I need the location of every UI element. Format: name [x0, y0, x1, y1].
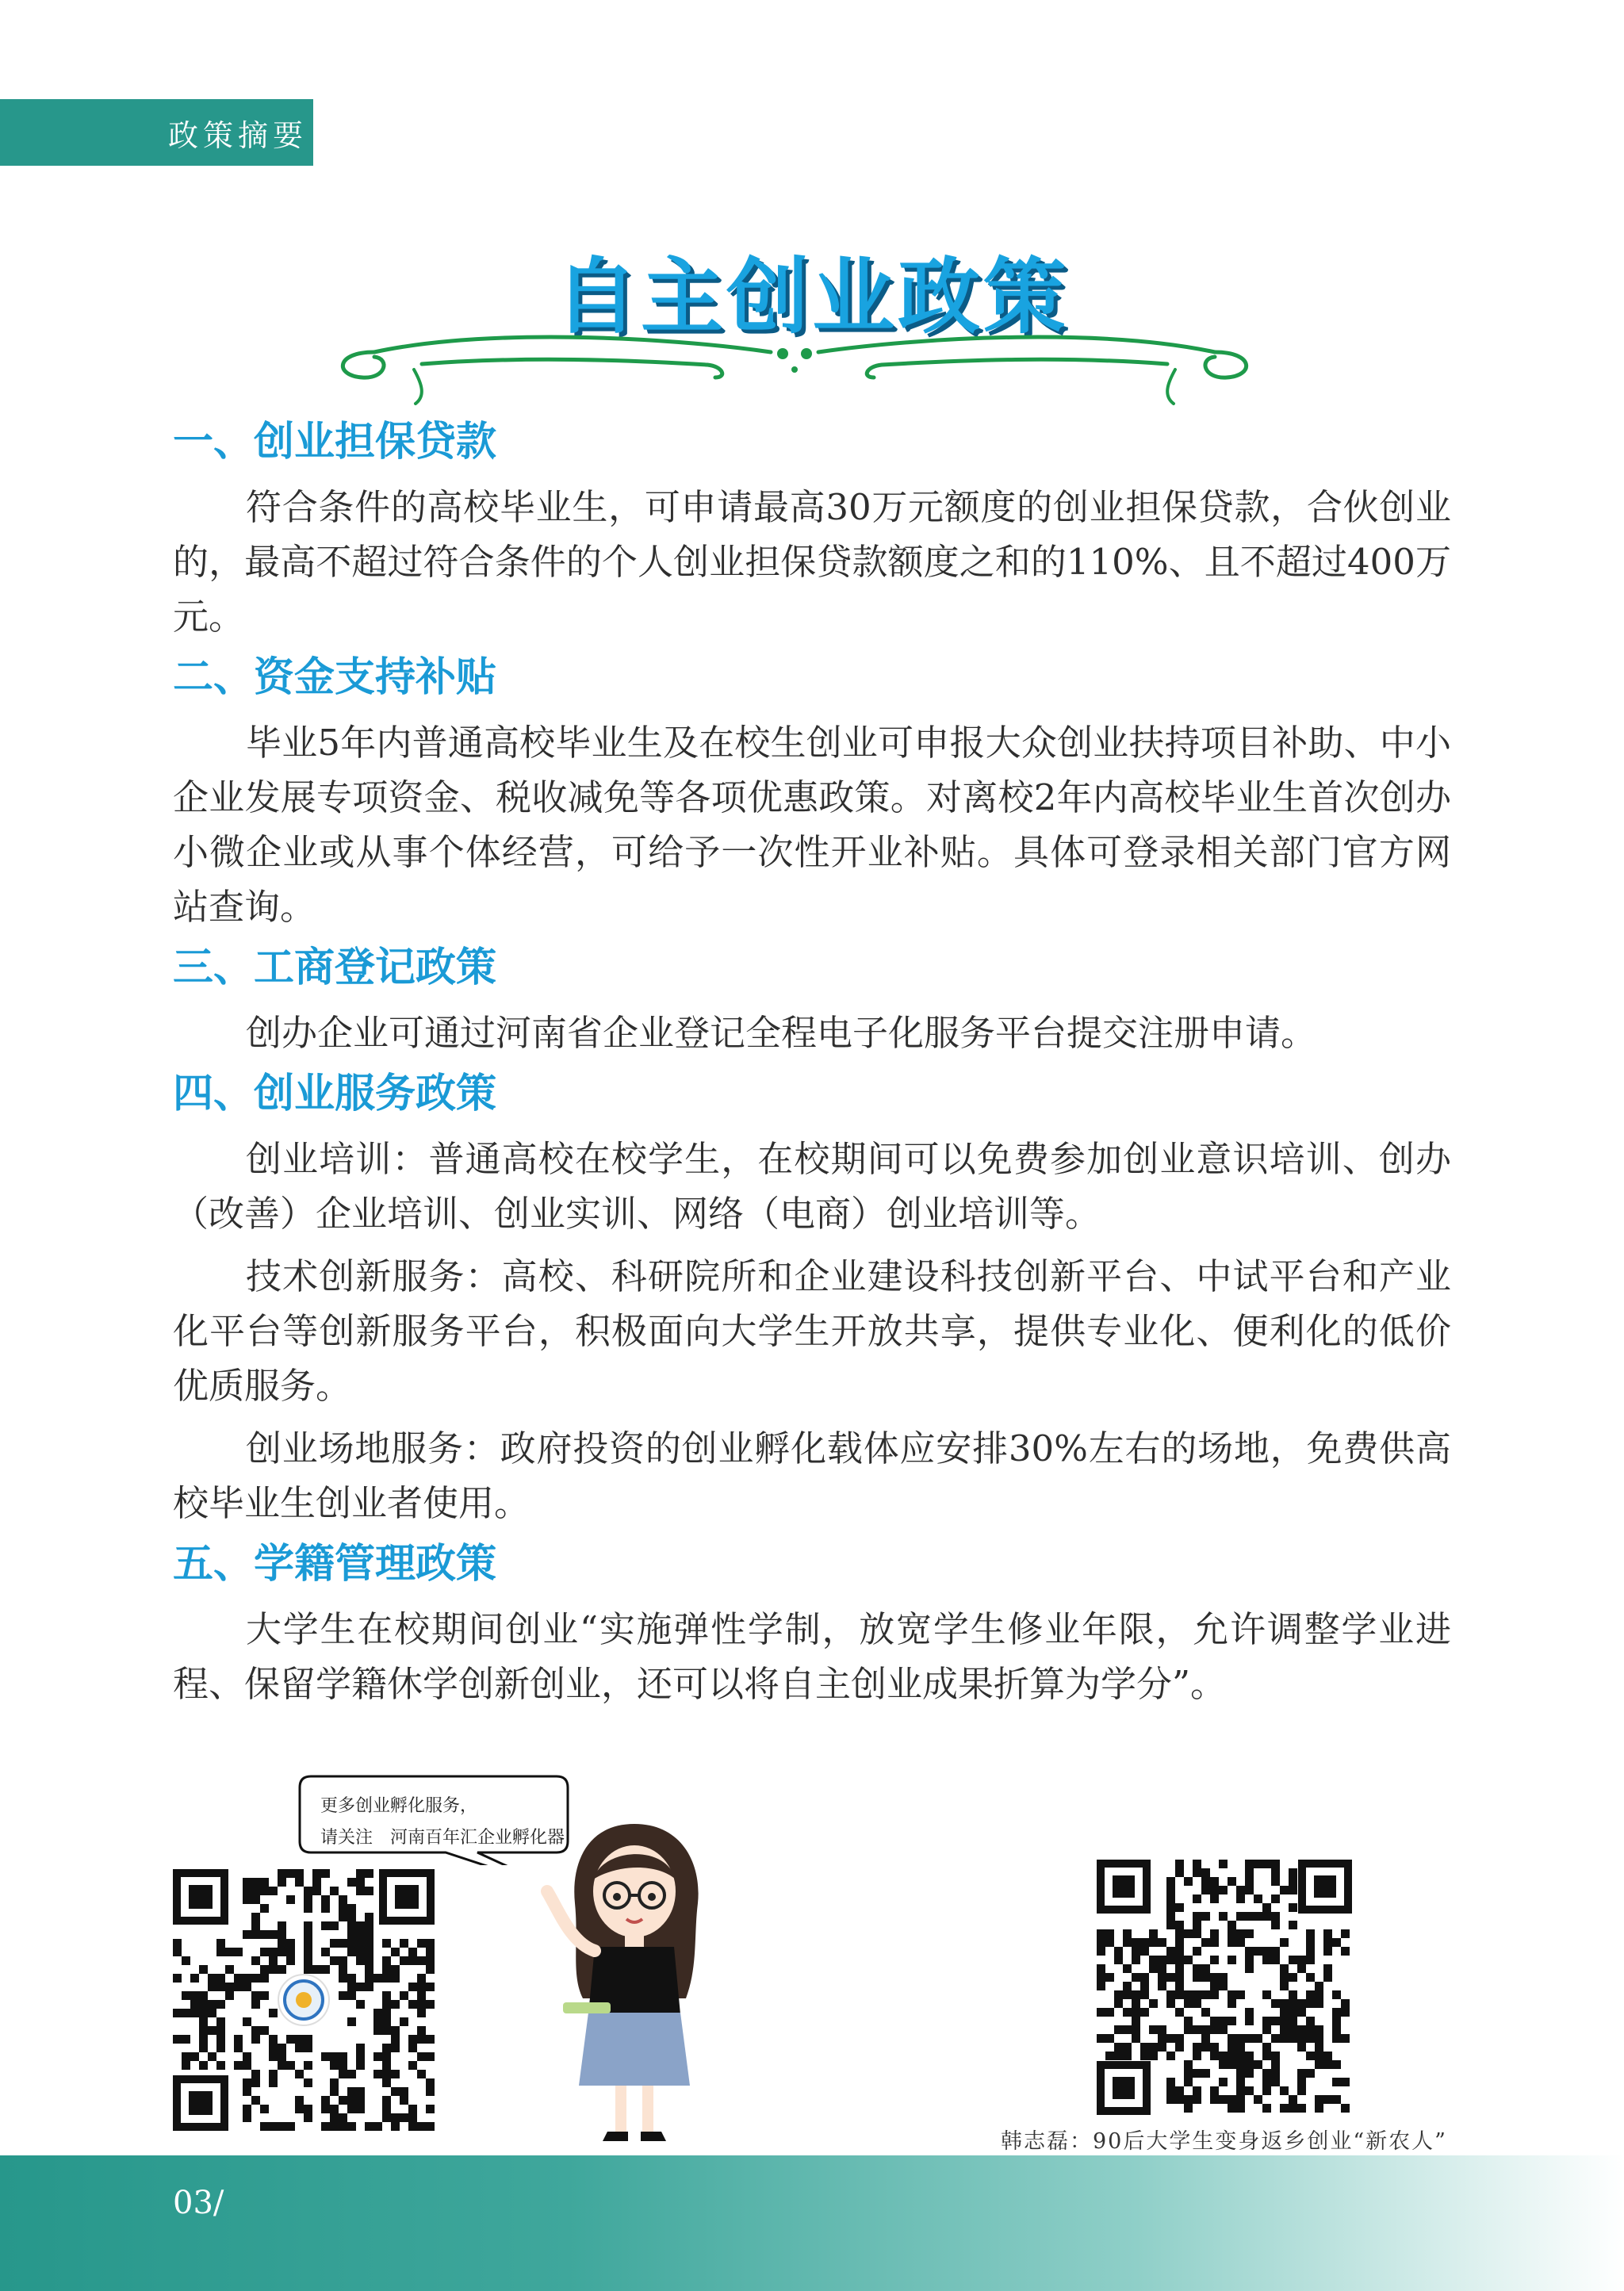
bubble-line: 更多创业孵化服务， [320, 1796, 478, 1816]
footer-band [0, 2155, 1624, 2291]
policy-content [173, 416, 1451, 1719]
qr-code-icon[interactable] [1097, 1860, 1352, 2115]
vine-divider-icon [327, 320, 1262, 408]
page-title: 自主创业政策 [554, 248, 1069, 345]
section-title: 四、创业服务政策 [173, 1071, 497, 1117]
photo-caption: 韩志磊：90后大学生变身返乡创业“新农人” [1001, 2129, 1447, 2154]
section-paragraph: 技术创新服务：高校、科研院所和企业建设科技创新平台、中试平台和产业化平台等创新服务平台，积极面向大学生开放共享，提供专业化、便利化的低价优质服务。 [173, 1255, 1451, 1407]
section-paragraph: 毕业5年内普通高校毕业生及在校生创业可申报大众创业扶持项目补助、中小企业发展专项资金、税收减免等各项优惠政策。对离校2年内高校毕业生首次创办小微企业或从事个体经营，可给予一次性开业补贴。具体可登录相关部门官方网站查询。 [173, 722, 1451, 928]
section-title: 五、学籍管理政策 [173, 1541, 497, 1588]
bubble-line: 请关注 河南百年汇企业孵化器 [320, 1828, 565, 1848]
section-title: 三、工商登记政策 [173, 944, 497, 991]
section-paragraph: 创业场地服务：政府投资的创业孵化载体应安排30%左右的场地，免费供高校毕业生创业者使用。 [173, 1427, 1451, 1524]
section-paragraph: 大学生在校期间创业“实施弹性学制，放宽学生修业年限，允许调整学业进程、保留学籍休学创新创业，还可以将自主创业成果折算为学分”。 [173, 1608, 1451, 1705]
page-number: 03/ [173, 2185, 224, 2221]
cartoon-girl-illustration [539, 1808, 730, 2157]
section-paragraph: 创办企业可通过河南省企业登记全程电子化服务平台提交注册申请。 [246, 1012, 1317, 1054]
section-title: 一、创业担保贷款 [173, 419, 497, 465]
section-paragraph: 符合条件的高校毕业生，可申请最高30万元额度的创业担保贷款，合伙创业的，最高不超过符合条件的个人创业担保贷款额度之和的110%、且不超过400万元。 [173, 486, 1451, 638]
section-paragraph: 创业培训：普通高校在校学生，在校期间可以免费参加创业意识培训、创办（改善）企业培训、创业实训、网络（电商）创业培训等。 [173, 1138, 1451, 1235]
section-tag-label: 政策摘要 [168, 117, 308, 153]
section-title: 二、资金支持补贴 [173, 654, 497, 701]
qr-code-icon[interactable] [173, 1869, 435, 2131]
section-tag [0, 99, 313, 166]
